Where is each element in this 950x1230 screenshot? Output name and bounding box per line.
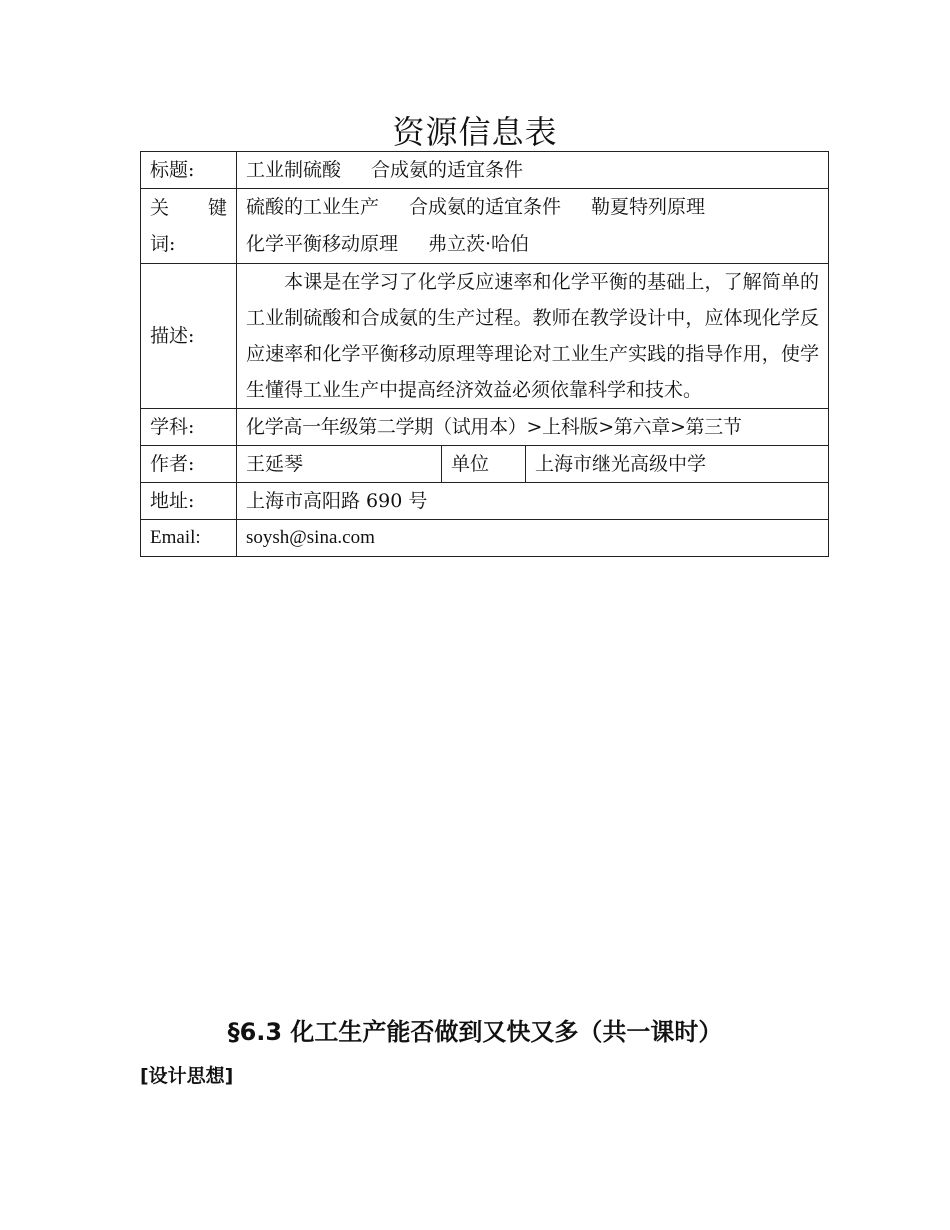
- keywords-label: [141, 189, 237, 264]
- title-label: 标题:: [141, 152, 237, 189]
- keyword-item: 合成氨的适宜条件: [409, 196, 562, 218]
- address-label: 地址:: [141, 483, 237, 520]
- keyword-item: 勒夏特列原理: [591, 196, 706, 218]
- keywords-label-part1: 关: [150, 197, 170, 219]
- keyword-item: 化学平衡移动原理: [246, 233, 399, 255]
- subject-label: 学科:: [141, 409, 237, 446]
- email-label: Email:: [141, 520, 237, 557]
- unit-value: 上海市继光高级中学: [526, 446, 829, 483]
- keywords-label-part2: 键: [207, 197, 227, 219]
- section-title: §6.3 化工生产能否做到又快又多（共一课时）: [227, 1018, 723, 1046]
- email-value[interactable]: soysh@sina.com: [237, 520, 829, 557]
- table-row: [141, 264, 829, 409]
- unit-label: 单位: [442, 446, 526, 483]
- table-row: [141, 409, 829, 446]
- author-label: 作者:: [141, 446, 237, 483]
- resource-info-table: [140, 151, 829, 557]
- subject-value: 化学高一年级第二学期（试用本）>上科版>第六章>第三节: [237, 409, 829, 446]
- document-title: 资源信息表: [392, 113, 558, 151]
- keywords-value: [237, 189, 829, 264]
- table-row: [141, 152, 829, 189]
- keyword-item: 硫酸的工业生产: [246, 196, 380, 218]
- keyword-item: 弗立茨·哈伯: [428, 233, 530, 255]
- title-value: [237, 152, 829, 189]
- description-text: 本课是在学习了化学反应速率和化学平衡的基础上，了解简单的工业制硫酸和合成氨的生产过程。教师在教学设计中，应体现化学反应速率和化学平衡移动原理等理论对工业生产实践的指导作用，使学生懂得工业生产中提高经济效益必须依靠科学和技术。: [246, 271, 820, 401]
- title-value-part2: 合成氨的适宜条件: [371, 159, 524, 181]
- table-row: [141, 483, 829, 520]
- title-value-part1: 工业制硫酸: [246, 159, 342, 181]
- table-row: [141, 189, 829, 264]
- author-value: 王延琴: [237, 446, 442, 483]
- description-value: [237, 264, 829, 409]
- address-value: 上海市高阳路 690 号: [237, 483, 829, 520]
- table-row: [141, 520, 829, 557]
- design-idea-heading: [设计思想]: [140, 1065, 234, 1087]
- description-label: 描述:: [141, 264, 237, 409]
- keywords-label-part3: 词:: [150, 233, 176, 255]
- table-row: [141, 446, 829, 483]
